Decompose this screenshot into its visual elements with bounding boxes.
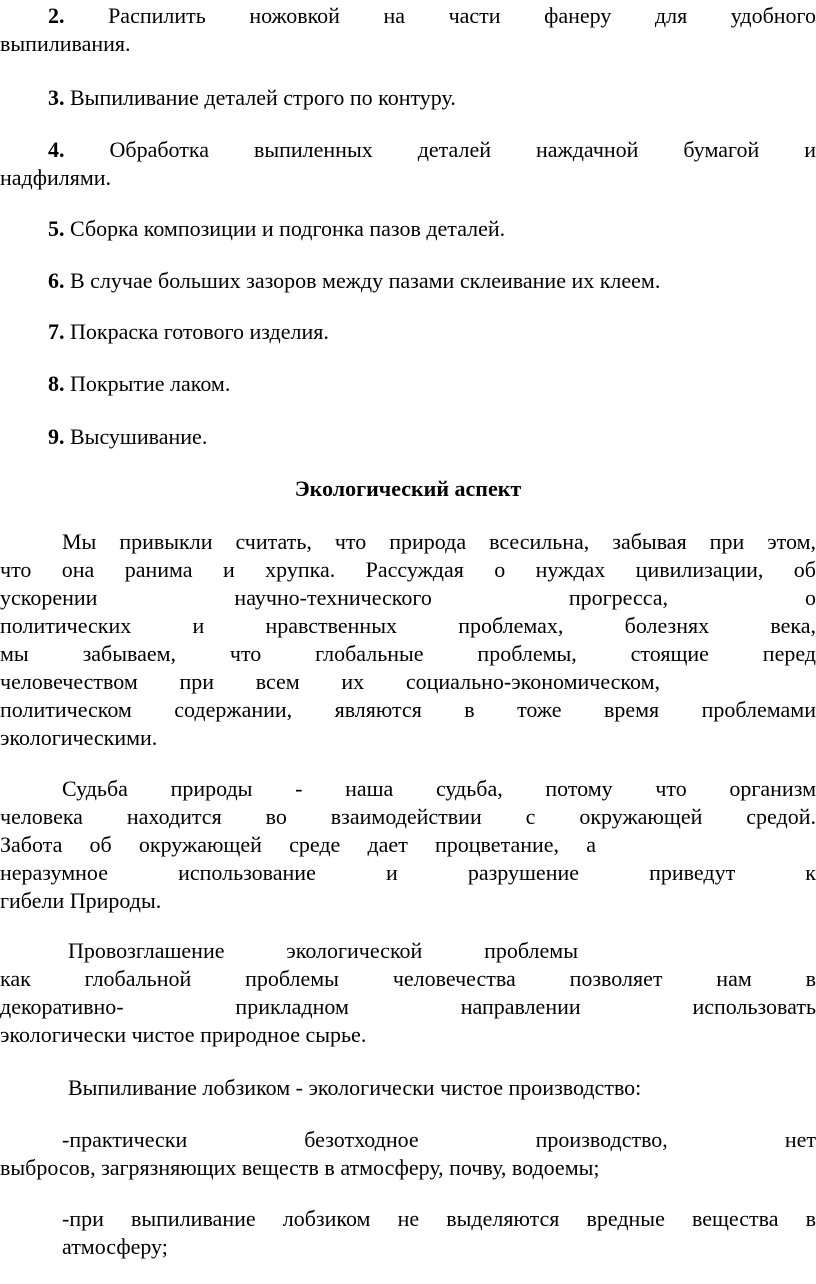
para-2-line-2: человека находится во взаимодействии с окружающей средой. <box>0 804 816 829</box>
step-4-text: Обработка выпиленных деталей наждачной бумагой и <box>109 137 816 162</box>
para-1-line-5: мы забываем, что глобальные проблемы, стоящие перед <box>0 641 816 666</box>
step-7-number: 7. <box>48 319 65 344</box>
step-6-text: В случае больших зазоров между пазами склеивание их клеем. <box>70 268 661 293</box>
step-7-text: Покраска готового изделия. <box>70 319 329 344</box>
para-3-line-1: Провозглашение экологической проблемы <box>68 938 578 963</box>
step-9-line <box>0 423 816 451</box>
step-3-line <box>0 84 816 112</box>
step-2-line-2: выпиливания. <box>0 31 131 56</box>
step-6-number: 6. <box>48 268 65 293</box>
para-2-line-4: неразумное использование и разрушение приведут к <box>0 860 816 885</box>
para-3-line-3: декоративно- прикладном направлении использовать <box>0 994 816 1019</box>
step-8-text: Покрытие лаком. <box>70 371 231 396</box>
step-5-line <box>0 215 816 243</box>
para-1-line-4: политических и нравственных проблемах, болезнях века, <box>0 613 816 638</box>
para-1-line-6: человечеством при всем их социально-экономическом, <box>0 669 660 694</box>
step-9-number: 9. <box>48 424 65 449</box>
para-1-line-1: Мы привыкли считать, что природа всесильна, забывая при этом, <box>62 529 816 554</box>
step-2-number: 2. <box>48 3 65 28</box>
step-4-line-1 <box>0 136 816 164</box>
para-3-line-2: как глобальной проблемы человечества позволяет нам в <box>0 966 816 991</box>
para-1-line-3: ускорении научно-технического прогресса, о <box>0 585 816 610</box>
bullet-2-line-1: -при выпиливание лобзиком не выделяются вредные вещества в <box>62 1206 816 1231</box>
step-9-text: Высушивание. <box>70 424 208 449</box>
step-7-line <box>0 318 816 346</box>
step-2-line-1 <box>0 2 816 30</box>
bullet-2-line-2: атмосферу; <box>62 1234 168 1259</box>
step-4-number: 4. <box>48 137 65 162</box>
step-5-text: Сборка композиции и подгонка пазов деталей. <box>70 216 506 241</box>
bullet-1-line-1: -практически безотходное производство, нет <box>62 1127 816 1152</box>
step-5-number: 5. <box>48 216 65 241</box>
bullet-1-line-2: выбросов, загрязняющих веществ в атмосферу, почву, водоемы; <box>0 1155 600 1180</box>
para-2-line-5: гибели Природы. <box>0 888 162 913</box>
para-2-line-3: Забота об окружающей среде дает процветание, а <box>0 832 596 857</box>
step-6-line <box>0 267 816 295</box>
step-8-line <box>0 370 816 398</box>
para-1-line-7: политическом содержании, являются в тоже время проблемами <box>0 697 816 722</box>
para-1-line-8: экологическими. <box>0 725 158 750</box>
step-4-line-2: надфилями. <box>0 165 112 190</box>
step-8-number: 8. <box>48 371 65 396</box>
step-3-number: 3. <box>48 85 65 110</box>
section-heading: Экологический аспект <box>294 476 522 501</box>
para-4-line: Выпиливание лобзиком - экологически чистое производство: <box>68 1075 642 1100</box>
para-2-line-1: Судьба природы - наша судьба, потому что организм <box>62 776 816 801</box>
step-3-text: Выпиливание деталей строго по контуру. <box>70 85 456 110</box>
para-3-line-4: экологически чистое природное сырье. <box>0 1022 367 1047</box>
para-1-line-2: что она ранима и хрупка. Рассуждая о нуждах цивилизации, об <box>0 557 816 582</box>
step-2-text: Распилить ножовкой на части фанеру для удобного <box>108 3 816 28</box>
